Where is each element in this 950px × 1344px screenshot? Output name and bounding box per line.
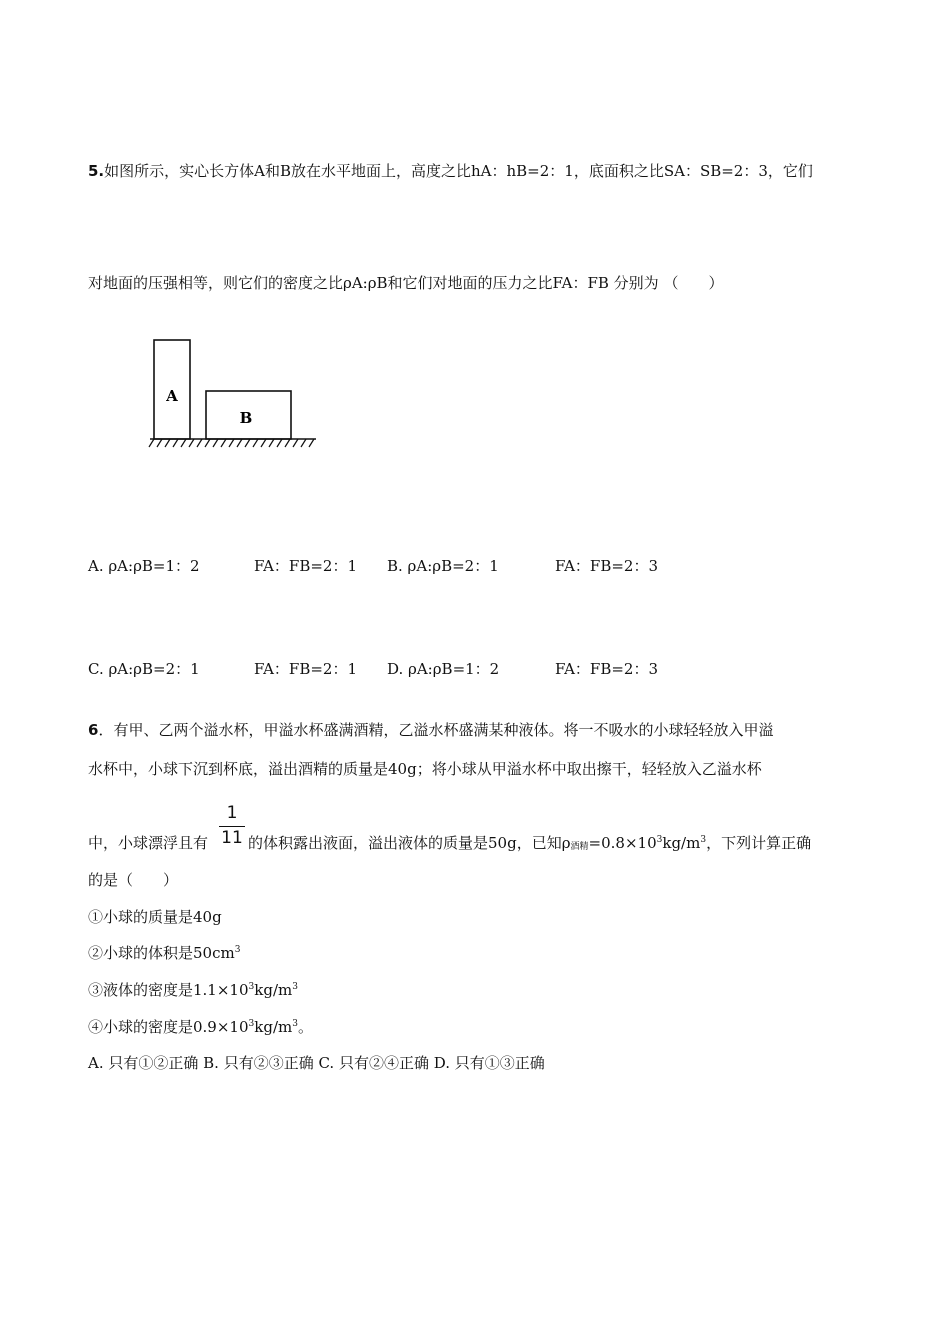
q5-option-c-density: C. ρA:ρB=2：1	[88, 660, 200, 678]
fraction-bar	[219, 826, 245, 827]
q6-line1	[88, 719, 773, 740]
q5-text-line1: 如图所示，实心长方体A和B放在水平地面上，高度之比hA：hB=2：1，底面积之比SA：SB=2：3，它们	[104, 162, 813, 180]
label-a: A	[166, 387, 178, 405]
q5-option-c-force: FA：FB=2：1	[254, 660, 358, 678]
fraction-numerator: 1	[226, 803, 238, 823]
q5-number: 5.	[88, 162, 105, 180]
q5-option-a-force: FA：FB=2：1	[254, 557, 358, 575]
q6-line3-rest: 的体积露出液面，溢出液体的质量是50g，已知ρ酒精$=0.8\times 10^3kg/m^3$，下列计算正确	[248, 834, 812, 852]
q6-number: 6	[88, 721, 99, 739]
q5-line1	[88, 160, 813, 181]
q6-line3-start: 中，小球漂浮且有	[88, 834, 209, 852]
q6-line4: 的是（ ）	[88, 871, 179, 889]
q6-statement-3: ③液体的密度是$1.1\times 10^3kg/m^3$	[88, 981, 298, 999]
q6-answer-options: A. 只有①②正确 B. 只有②③正确 C. 只有②④正确 D. 只有①③正确	[88, 1054, 545, 1072]
ground-hatching	[149, 439, 314, 447]
q5-option-b-density: B. ρA:ρB=2：1	[387, 557, 499, 575]
q6-line2: 水杯中，小球下沉到杯底，溢出酒精的质量是40g；将小球从甲溢水杯中取出擦干，轻轻放入乙溢水杯	[88, 760, 762, 778]
q5-option-b-force: FA：FB=2：3	[555, 557, 659, 575]
label-b: B	[239, 409, 253, 427]
rho-subscript: 酒精	[570, 842, 589, 852]
q6-statement-2: ②小球的体积是$50cm^3$	[88, 944, 241, 962]
q6-text-line1: ．有甲、乙两个溢水杯，甲溢水杯盛满酒精，乙溢水杯盛满某种液体。将一不吸水的小球轻轻放入甲溢	[98, 721, 774, 739]
q5-option-a-density: A. ρA:ρB=1：2	[88, 557, 200, 575]
q5-option-d-force: FA：FB=2：3	[555, 660, 659, 678]
q5-option-d-density: D. ρA:ρB=1：2	[387, 660, 500, 678]
q5-figure	[148, 337, 328, 452]
fraction-denominator: 11	[221, 828, 243, 848]
q6-statement-4: ④小球的密度是$0.9\times 10^3kg/m^3$。	[88, 1018, 313, 1036]
q6-statement-1: ①小球的质量是40g	[88, 908, 222, 926]
q5-line2: 对地面的压强相等，则它们的密度之比ρA:ρB和它们对地面的压力之比FA：FB 分别为 （ ）	[88, 274, 724, 292]
